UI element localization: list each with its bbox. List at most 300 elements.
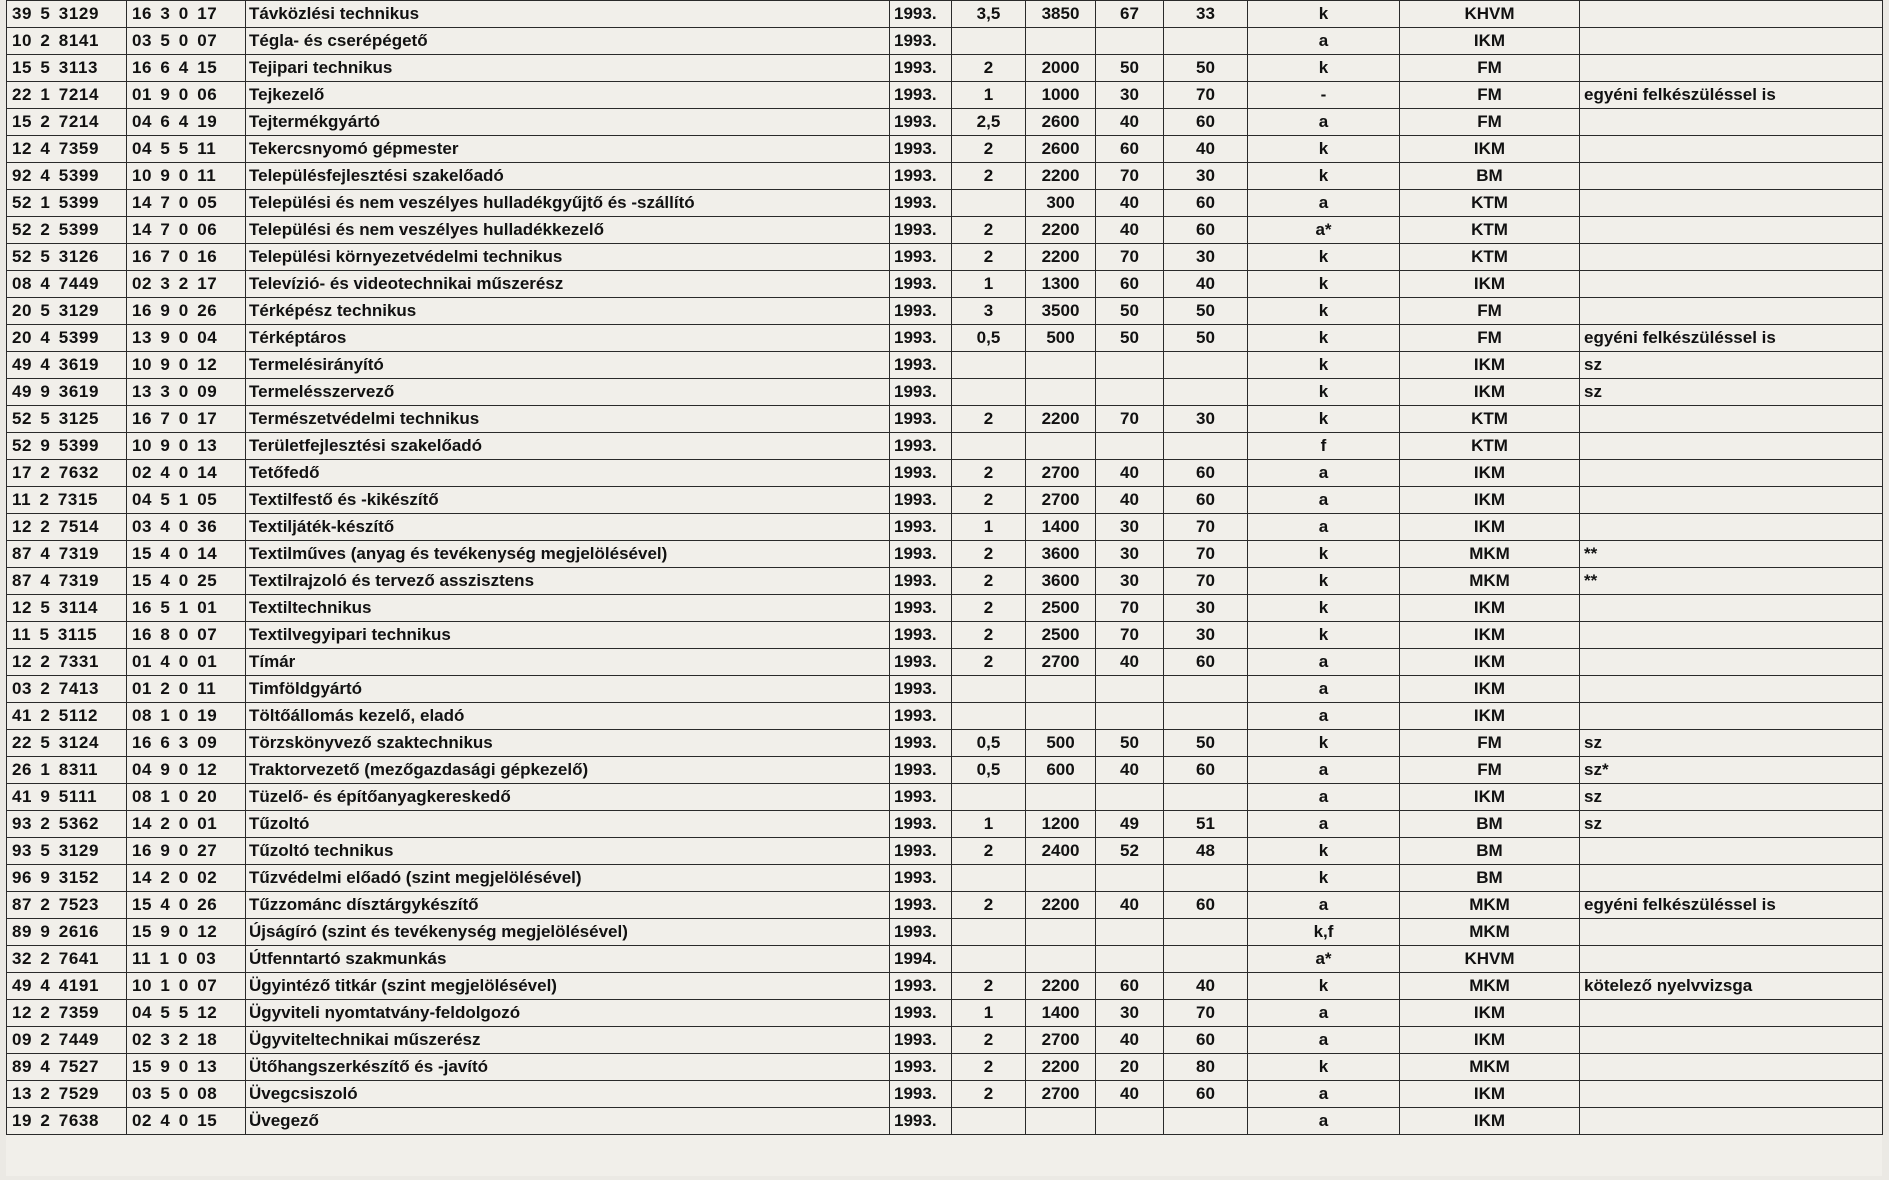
duration-years-cell: 2,5 xyxy=(952,109,1026,136)
profession-name-cell: Tűzoltó xyxy=(246,811,890,838)
table-row xyxy=(7,730,1883,757)
practice-percent-cell xyxy=(1164,28,1248,55)
hours-cell: 2400 xyxy=(1026,838,1096,865)
year-cell: 1993. xyxy=(890,28,952,55)
profession-name-cell: Töltőállomás kezelő, eladó xyxy=(246,703,890,730)
ministry-cell: BM xyxy=(1400,163,1580,190)
level-type-cell: a xyxy=(1248,811,1400,838)
duration-years-cell xyxy=(952,946,1026,973)
duration-years-cell: 2 xyxy=(952,163,1026,190)
duration-years-cell: 2 xyxy=(952,541,1026,568)
table-row xyxy=(7,676,1883,703)
note-cell xyxy=(1580,487,1883,514)
duration-years-cell: 0,5 xyxy=(952,325,1026,352)
duration-years-cell: 2 xyxy=(952,55,1026,82)
hours-cell: 1000 xyxy=(1026,82,1096,109)
practice-percent-cell xyxy=(1164,865,1248,892)
okj-code-cell: 10 9 0 11 xyxy=(127,163,246,190)
profession-name-cell: Tetőfedő xyxy=(246,460,890,487)
ministry-cell: KHVM xyxy=(1400,946,1580,973)
table-row xyxy=(7,541,1883,568)
theory-percent-cell: 30 xyxy=(1096,568,1164,595)
okj-code-cell: 10 9 0 13 xyxy=(127,433,246,460)
level-type-cell: k xyxy=(1248,973,1400,1000)
year-cell: 1993. xyxy=(890,919,952,946)
year-cell: 1993. xyxy=(890,514,952,541)
level-type-cell: a xyxy=(1248,514,1400,541)
theory-percent-cell xyxy=(1096,379,1164,406)
hours-cell: 2500 xyxy=(1026,595,1096,622)
level-type-cell: a xyxy=(1248,784,1400,811)
hours-cell: 2200 xyxy=(1026,244,1096,271)
practice-percent-cell: 80 xyxy=(1164,1054,1248,1081)
practice-percent-cell xyxy=(1164,352,1248,379)
note-cell: sz xyxy=(1580,352,1883,379)
profession-name-cell: Tüzelő- és építőanyagkereskedő xyxy=(246,784,890,811)
practice-percent-cell: 30 xyxy=(1164,622,1248,649)
year-cell: 1993. xyxy=(890,1108,952,1135)
hours-cell: 2200 xyxy=(1026,1054,1096,1081)
level-type-cell: a xyxy=(1248,190,1400,217)
okj-code-cell: 04 5 5 11 xyxy=(127,136,246,163)
practice-percent-cell: 40 xyxy=(1164,973,1248,1000)
fejor-code-cell: 10 2 8141 xyxy=(7,28,127,55)
ministry-cell: MKM xyxy=(1400,541,1580,568)
level-type-cell: - xyxy=(1248,82,1400,109)
theory-percent-cell: 70 xyxy=(1096,244,1164,271)
year-cell: 1993. xyxy=(890,1081,952,1108)
note-cell xyxy=(1580,1027,1883,1054)
ministry-cell: MKM xyxy=(1400,973,1580,1000)
practice-percent-cell: 30 xyxy=(1164,595,1248,622)
table-row xyxy=(7,1000,1883,1027)
fejor-code-cell: 12 4 7359 xyxy=(7,136,127,163)
ministry-cell: KTM xyxy=(1400,244,1580,271)
profession-name-cell: Ügyintéző titkár (szint megjelölésével) xyxy=(246,973,890,1000)
year-cell: 1993. xyxy=(890,55,952,82)
note-cell xyxy=(1580,406,1883,433)
profession-name-cell: Üvegcsiszoló xyxy=(246,1081,890,1108)
profession-name-cell: Települési környezetvédelmi technikus xyxy=(246,244,890,271)
fejor-code-cell: 49 9 3619 xyxy=(7,379,127,406)
hours-cell: 500 xyxy=(1026,730,1096,757)
practice-percent-cell: 33 xyxy=(1164,1,1248,28)
fejor-code-cell: 41 2 5112 xyxy=(7,703,127,730)
fejor-code-cell: 87 4 7319 xyxy=(7,568,127,595)
document-page xyxy=(6,0,1882,1176)
duration-years-cell xyxy=(952,352,1026,379)
year-cell: 1993. xyxy=(890,1,952,28)
note-cell: ** xyxy=(1580,541,1883,568)
table-row xyxy=(7,163,1883,190)
profession-name-cell: Termelésszervező xyxy=(246,379,890,406)
okj-code-cell: 02 3 2 17 xyxy=(127,271,246,298)
note-cell: kötelező nyelvvizsga xyxy=(1580,973,1883,1000)
ministry-cell: FM xyxy=(1400,55,1580,82)
year-cell: 1993. xyxy=(890,406,952,433)
ministry-cell: IKM xyxy=(1400,136,1580,163)
profession-name-cell: Tűzvédelmi előadó (szint megjelölésével) xyxy=(246,865,890,892)
hours-cell: 2600 xyxy=(1026,136,1096,163)
duration-years-cell: 1 xyxy=(952,1000,1026,1027)
hours-cell xyxy=(1026,703,1096,730)
year-cell: 1993. xyxy=(890,163,952,190)
fejor-code-cell: 89 4 7527 xyxy=(7,1054,127,1081)
practice-percent-cell: 50 xyxy=(1164,325,1248,352)
okj-code-cell: 13 9 0 04 xyxy=(127,325,246,352)
ministry-cell: KTM xyxy=(1400,190,1580,217)
theory-percent-cell: 40 xyxy=(1096,1027,1164,1054)
year-cell: 1993. xyxy=(890,217,952,244)
duration-years-cell xyxy=(952,379,1026,406)
duration-years-cell xyxy=(952,703,1026,730)
year-cell: 1993. xyxy=(890,433,952,460)
level-type-cell: a xyxy=(1248,109,1400,136)
practice-percent-cell: 60 xyxy=(1164,487,1248,514)
fejor-code-cell: 20 4 5399 xyxy=(7,325,127,352)
hours-cell: 2700 xyxy=(1026,1081,1096,1108)
fejor-code-cell: 87 4 7319 xyxy=(7,541,127,568)
level-type-cell: k xyxy=(1248,622,1400,649)
level-type-cell: a xyxy=(1248,487,1400,514)
fejor-code-cell: 49 4 4191 xyxy=(7,973,127,1000)
note-cell: sz xyxy=(1580,784,1883,811)
note-cell xyxy=(1580,190,1883,217)
level-type-cell: k xyxy=(1248,865,1400,892)
duration-years-cell xyxy=(952,784,1026,811)
fejor-code-cell: 32 2 7641 xyxy=(7,946,127,973)
note-cell xyxy=(1580,649,1883,676)
level-type-cell: k xyxy=(1248,298,1400,325)
table-row xyxy=(7,352,1883,379)
profession-name-cell: Textilvegyipari technikus xyxy=(246,622,890,649)
okj-code-cell: 04 6 4 19 xyxy=(127,109,246,136)
fejor-code-cell: 26 1 8311 xyxy=(7,757,127,784)
theory-percent-cell xyxy=(1096,946,1164,973)
practice-percent-cell: 60 xyxy=(1164,1027,1248,1054)
ministry-cell: KHVM xyxy=(1400,1,1580,28)
theory-percent-cell xyxy=(1096,676,1164,703)
year-cell: 1993. xyxy=(890,676,952,703)
fejor-code-cell: 89 9 2616 xyxy=(7,919,127,946)
hours-cell: 1400 xyxy=(1026,1000,1096,1027)
note-cell xyxy=(1580,298,1883,325)
year-cell: 1993. xyxy=(890,244,952,271)
year-cell: 1993. xyxy=(890,730,952,757)
fejor-code-cell: 11 2 7315 xyxy=(7,487,127,514)
table-row xyxy=(7,946,1883,973)
fejor-code-cell: 12 2 7359 xyxy=(7,1000,127,1027)
theory-percent-cell xyxy=(1096,1108,1164,1135)
practice-percent-cell: 60 xyxy=(1164,217,1248,244)
theory-percent-cell: 60 xyxy=(1096,973,1164,1000)
ministry-cell: MKM xyxy=(1400,1054,1580,1081)
okj-code-cell: 04 5 1 05 xyxy=(127,487,246,514)
fejor-code-cell: 12 2 7514 xyxy=(7,514,127,541)
okj-code-cell: 01 2 0 11 xyxy=(127,676,246,703)
note-cell xyxy=(1580,217,1883,244)
okj-code-cell: 08 1 0 20 xyxy=(127,784,246,811)
year-cell: 1993. xyxy=(890,298,952,325)
okj-code-cell: 03 5 0 08 xyxy=(127,1081,246,1108)
ministry-cell: IKM xyxy=(1400,703,1580,730)
fejor-code-cell: 92 4 5399 xyxy=(7,163,127,190)
profession-name-cell: Térképtáros xyxy=(246,325,890,352)
ministry-cell: IKM xyxy=(1400,1000,1580,1027)
year-cell: 1993. xyxy=(890,811,952,838)
fejor-code-cell: 93 2 5362 xyxy=(7,811,127,838)
practice-percent-cell: 40 xyxy=(1164,136,1248,163)
ministry-cell: IKM xyxy=(1400,352,1580,379)
table-row xyxy=(7,892,1883,919)
theory-percent-cell: 67 xyxy=(1096,1,1164,28)
hours-cell: 300 xyxy=(1026,190,1096,217)
level-type-cell: a xyxy=(1248,1081,1400,1108)
note-cell xyxy=(1580,1,1883,28)
theory-percent-cell: 50 xyxy=(1096,298,1164,325)
practice-percent-cell: 30 xyxy=(1164,406,1248,433)
okj-code-cell: 03 5 0 07 xyxy=(127,28,246,55)
year-cell: 1994. xyxy=(890,946,952,973)
okj-code-cell: 15 4 0 25 xyxy=(127,568,246,595)
ministry-cell: IKM xyxy=(1400,1027,1580,1054)
year-cell: 1993. xyxy=(890,352,952,379)
duration-years-cell: 1 xyxy=(952,271,1026,298)
fejor-code-cell: 52 1 5399 xyxy=(7,190,127,217)
okj-code-cell: 03 4 0 36 xyxy=(127,514,246,541)
table-row xyxy=(7,919,1883,946)
fejor-code-cell: 13 2 7529 xyxy=(7,1081,127,1108)
ministry-cell: FM xyxy=(1400,109,1580,136)
ministry-cell: FM xyxy=(1400,325,1580,352)
note-cell xyxy=(1580,1108,1883,1135)
hours-cell xyxy=(1026,784,1096,811)
ministry-cell: IKM xyxy=(1400,487,1580,514)
duration-years-cell: 2 xyxy=(952,460,1026,487)
fejor-code-cell: 39 5 3129 xyxy=(7,1,127,28)
okj-code-cell: 14 2 0 01 xyxy=(127,811,246,838)
okj-code-cell: 08 1 0 19 xyxy=(127,703,246,730)
level-type-cell: k xyxy=(1248,271,1400,298)
year-cell: 1993. xyxy=(890,190,952,217)
practice-percent-cell xyxy=(1164,676,1248,703)
note-cell: egyéni felkészüléssel is xyxy=(1580,892,1883,919)
duration-years-cell xyxy=(952,676,1026,703)
hours-cell: 2600 xyxy=(1026,109,1096,136)
level-type-cell: k xyxy=(1248,730,1400,757)
practice-percent-cell xyxy=(1164,784,1248,811)
level-type-cell: k xyxy=(1248,136,1400,163)
okj-code-cell: 14 2 0 02 xyxy=(127,865,246,892)
theory-percent-cell: 70 xyxy=(1096,163,1164,190)
practice-percent-cell: 70 xyxy=(1164,541,1248,568)
hours-cell xyxy=(1026,433,1096,460)
level-type-cell: k xyxy=(1248,541,1400,568)
note-cell xyxy=(1580,622,1883,649)
note-cell xyxy=(1580,55,1883,82)
fejor-code-cell: 15 5 3113 xyxy=(7,55,127,82)
theory-percent-cell xyxy=(1096,352,1164,379)
ministry-cell: FM xyxy=(1400,298,1580,325)
practice-percent-cell: 70 xyxy=(1164,514,1248,541)
hours-cell: 1200 xyxy=(1026,811,1096,838)
profession-name-cell: Településfejlesztési szakelőadó xyxy=(246,163,890,190)
okj-code-cell: 02 4 0 15 xyxy=(127,1108,246,1135)
fejor-code-cell: 15 2 7214 xyxy=(7,109,127,136)
note-cell xyxy=(1580,919,1883,946)
hours-cell: 2000 xyxy=(1026,55,1096,82)
table-row xyxy=(7,271,1883,298)
fejor-code-cell: 52 5 3126 xyxy=(7,244,127,271)
ministry-cell: BM xyxy=(1400,811,1580,838)
level-type-cell: k xyxy=(1248,244,1400,271)
year-cell: 1993. xyxy=(890,649,952,676)
level-type-cell: a* xyxy=(1248,946,1400,973)
okj-code-cell: 02 3 2 18 xyxy=(127,1027,246,1054)
profession-name-cell: Útfenntartó szakmunkás xyxy=(246,946,890,973)
profession-name-cell: Textilfestő és -kikészítő xyxy=(246,487,890,514)
table-row xyxy=(7,784,1883,811)
note-cell xyxy=(1580,244,1883,271)
year-cell: 1993. xyxy=(890,622,952,649)
year-cell: 1993. xyxy=(890,568,952,595)
table-row xyxy=(7,55,1883,82)
duration-years-cell xyxy=(952,1108,1026,1135)
note-cell xyxy=(1580,163,1883,190)
practice-percent-cell xyxy=(1164,703,1248,730)
table-row xyxy=(7,298,1883,325)
level-type-cell: k xyxy=(1248,163,1400,190)
practice-percent-cell: 60 xyxy=(1164,460,1248,487)
ministry-cell: IKM xyxy=(1400,595,1580,622)
fejor-code-cell: 52 2 5399 xyxy=(7,217,127,244)
table-row xyxy=(7,190,1883,217)
year-cell: 1993. xyxy=(890,487,952,514)
table-row xyxy=(7,136,1883,163)
practice-percent-cell: 60 xyxy=(1164,190,1248,217)
table-row xyxy=(7,514,1883,541)
profession-name-cell: Üvegező xyxy=(246,1108,890,1135)
theory-percent-cell: 30 xyxy=(1096,82,1164,109)
level-type-cell: a xyxy=(1248,1000,1400,1027)
table-row xyxy=(7,82,1883,109)
level-type-cell: a xyxy=(1248,1108,1400,1135)
table-row xyxy=(7,757,1883,784)
theory-percent-cell: 40 xyxy=(1096,892,1164,919)
practice-percent-cell xyxy=(1164,433,1248,460)
table-row xyxy=(7,811,1883,838)
okj-code-cell: 15 4 0 26 xyxy=(127,892,246,919)
profession-name-cell: Textilrajzoló és tervező asszisztens xyxy=(246,568,890,595)
okj-code-cell: 16 6 4 15 xyxy=(127,55,246,82)
level-type-cell: k xyxy=(1248,352,1400,379)
ministry-cell: MKM xyxy=(1400,919,1580,946)
level-type-cell: a xyxy=(1248,703,1400,730)
ministry-cell: MKM xyxy=(1400,892,1580,919)
hours-cell: 600 xyxy=(1026,757,1096,784)
profession-name-cell: Textiltechnikus xyxy=(246,595,890,622)
fejor-code-cell: 17 2 7632 xyxy=(7,460,127,487)
note-cell: sz* xyxy=(1580,757,1883,784)
practice-percent-cell: 30 xyxy=(1164,244,1248,271)
theory-percent-cell xyxy=(1096,703,1164,730)
okj-code-cell: 02 4 0 14 xyxy=(127,460,246,487)
okj-code-cell: 04 5 5 12 xyxy=(127,1000,246,1027)
hours-cell xyxy=(1026,28,1096,55)
duration-years-cell: 2 xyxy=(952,838,1026,865)
theory-percent-cell xyxy=(1096,865,1164,892)
table-row xyxy=(7,568,1883,595)
profession-name-cell: Természetvédelmi technikus xyxy=(246,406,890,433)
table-row xyxy=(7,865,1883,892)
note-cell: sz xyxy=(1580,379,1883,406)
profession-name-cell: Tekercsnyomó gépmester xyxy=(246,136,890,163)
theory-percent-cell: 60 xyxy=(1096,271,1164,298)
hours-cell: 2200 xyxy=(1026,163,1096,190)
okj-code-cell: 15 9 0 12 xyxy=(127,919,246,946)
profession-name-cell: Térképész technikus xyxy=(246,298,890,325)
hours-cell xyxy=(1026,379,1096,406)
note-cell xyxy=(1580,1000,1883,1027)
profession-name-cell: Tűzzománc dísztárgykészítő xyxy=(246,892,890,919)
year-cell: 1993. xyxy=(890,1000,952,1027)
note-cell xyxy=(1580,136,1883,163)
table-row xyxy=(7,109,1883,136)
year-cell: 1993. xyxy=(890,973,952,1000)
hours-cell xyxy=(1026,352,1096,379)
ministry-cell: KTM xyxy=(1400,217,1580,244)
year-cell: 1993. xyxy=(890,109,952,136)
level-type-cell: a xyxy=(1248,460,1400,487)
okj-code-cell: 14 7 0 06 xyxy=(127,217,246,244)
fejor-code-cell: 52 5 3125 xyxy=(7,406,127,433)
note-cell xyxy=(1580,514,1883,541)
table-row xyxy=(7,460,1883,487)
level-type-cell: a xyxy=(1248,892,1400,919)
ministry-cell: IKM xyxy=(1400,622,1580,649)
table-row xyxy=(7,325,1883,352)
duration-years-cell: 2 xyxy=(952,136,1026,163)
note-cell: ** xyxy=(1580,568,1883,595)
duration-years-cell xyxy=(952,865,1026,892)
theory-percent-cell: 70 xyxy=(1096,622,1164,649)
profession-name-cell: Tejipari technikus xyxy=(246,55,890,82)
fejor-code-cell: 93 5 3129 xyxy=(7,838,127,865)
practice-percent-cell: 70 xyxy=(1164,568,1248,595)
theory-percent-cell: 60 xyxy=(1096,136,1164,163)
practice-percent-cell: 48 xyxy=(1164,838,1248,865)
practice-percent-cell: 70 xyxy=(1164,82,1248,109)
profession-name-cell: Tégla- és cserépégető xyxy=(246,28,890,55)
profession-name-cell: Timföldgyártó xyxy=(246,676,890,703)
year-cell: 1993. xyxy=(890,136,952,163)
table-row xyxy=(7,973,1883,1000)
note-cell xyxy=(1580,1054,1883,1081)
duration-years-cell: 2 xyxy=(952,892,1026,919)
duration-years-cell: 3 xyxy=(952,298,1026,325)
note-cell: sz xyxy=(1580,811,1883,838)
okj-code-cell: 16 5 1 01 xyxy=(127,595,246,622)
duration-years-cell: 0,5 xyxy=(952,730,1026,757)
theory-percent-cell: 52 xyxy=(1096,838,1164,865)
duration-years-cell: 1 xyxy=(952,811,1026,838)
hours-cell: 2200 xyxy=(1026,973,1096,1000)
ministry-cell: IKM xyxy=(1400,460,1580,487)
table-row xyxy=(7,28,1883,55)
hours-cell: 2700 xyxy=(1026,460,1096,487)
practice-percent-cell: 70 xyxy=(1164,1000,1248,1027)
note-cell: sz xyxy=(1580,730,1883,757)
